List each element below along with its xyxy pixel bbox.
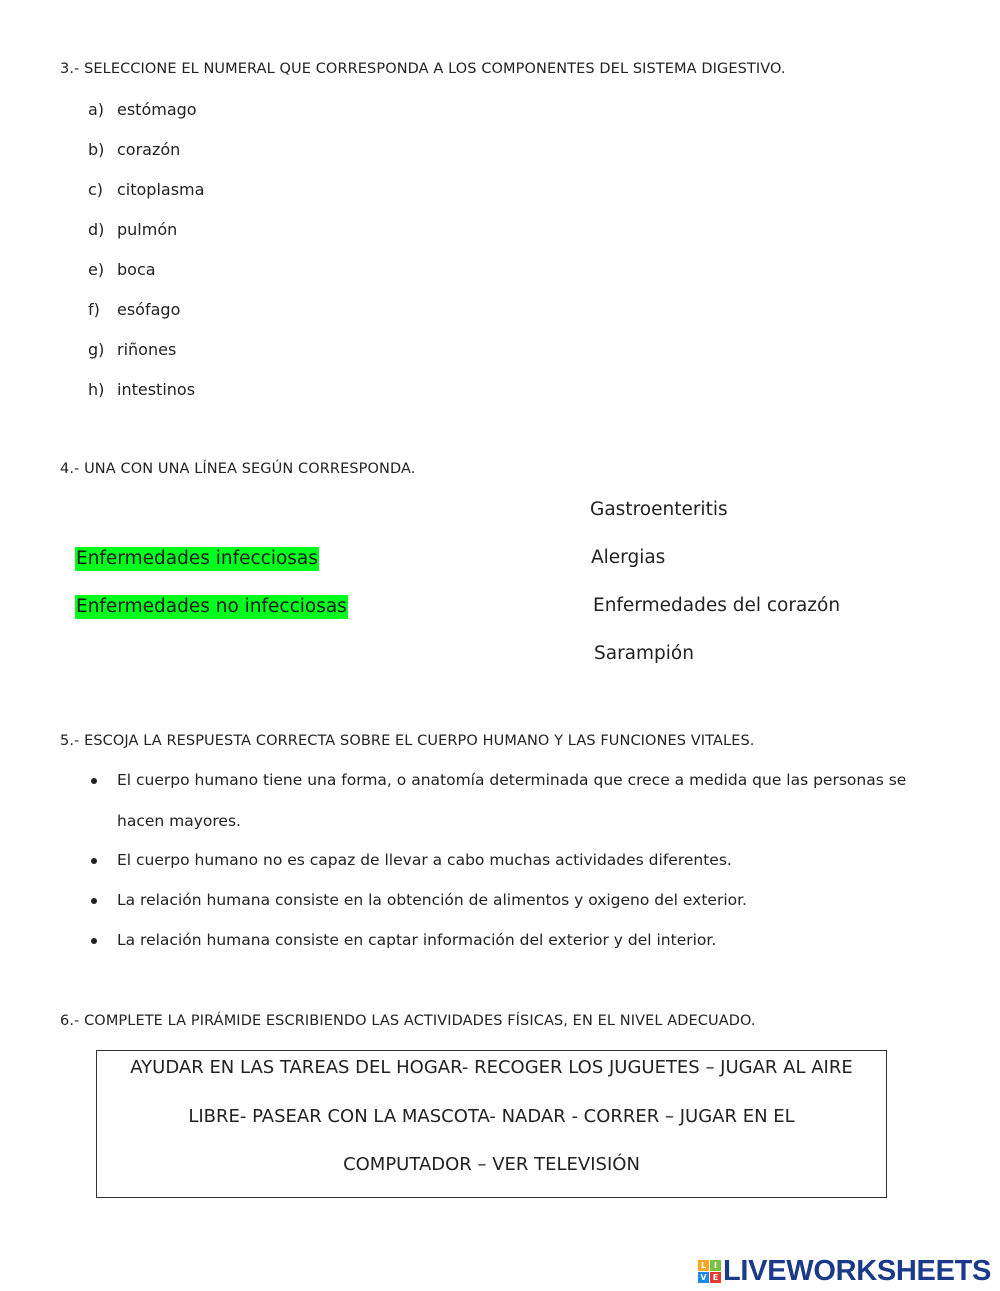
- option-text: citoplasma: [117, 180, 205, 199]
- option-text: estómago: [117, 100, 197, 119]
- q3-option-b[interactable]: [88, 140, 180, 159]
- q3-option-h[interactable]: [88, 380, 195, 399]
- option-text: La relación humana consiste en la obtención de alimentos y oxigeno del exterior.: [117, 891, 747, 909]
- q5-option-3[interactable]: [117, 891, 747, 909]
- option-label: b): [88, 140, 105, 159]
- option-text: riñones: [117, 340, 177, 359]
- activities-line-2: LIBRE- PASEAR CON LA MASCOTA- NADAR - CORRER – JUGAR EN EL: [188, 1106, 795, 1127]
- q3-option-g[interactable]: [88, 340, 176, 359]
- activities-line-1: AYUDAR EN LAS TAREAS DEL HOGAR- RECOGER LOS JUGUETES – JUGAR AL AIRE: [130, 1057, 853, 1078]
- option-label: c): [88, 180, 104, 199]
- logo-icon-tile: L: [698, 1260, 709, 1271]
- option-label: e): [88, 260, 105, 279]
- q3-option-d[interactable]: [88, 220, 177, 239]
- option-text: intestinos: [117, 380, 196, 399]
- bullet-dot: [91, 898, 97, 904]
- option-label: f): [88, 300, 100, 319]
- logo-text: LIVEWORKSHEETS: [723, 1254, 992, 1287]
- q3-option-e[interactable]: [88, 260, 156, 279]
- option-label: a): [88, 100, 105, 119]
- q3-option-c[interactable]: [88, 180, 204, 199]
- q5-option-1-continued: [117, 812, 241, 830]
- match-left-infecciosas[interactable]: Enfermedades infecciosas: [76, 548, 318, 569]
- liveworksheets-logo-icon: [698, 1260, 721, 1283]
- q3-option-a[interactable]: [88, 100, 197, 119]
- match-right-sarampion[interactable]: Sarampión: [594, 643, 694, 664]
- option-text: corazón: [117, 140, 181, 159]
- match-right-alergias[interactable]: Alergias: [591, 547, 666, 568]
- q6-heading: 6.- COMPLETE LA PIRÁMIDE ESCRIBIENDO LAS ACTIVIDADES FÍSICAS, EN EL NIVEL ADECUADO.: [60, 1013, 756, 1029]
- q3-option-f[interactable]: [88, 300, 180, 319]
- logo-icon-tile: E: [710, 1272, 721, 1283]
- q5-option-1[interactable]: [117, 771, 906, 789]
- option-text-line1: El cuerpo humano tiene una forma, o anatomía determinada que crece a medida que las personas se: [117, 771, 907, 789]
- q4-heading: 4.- UNA CON UNA LÍNEA SEGÚN CORRESPONDA.: [60, 461, 416, 477]
- match-left-no-infecciosas[interactable]: Enfermedades no infecciosas: [76, 596, 347, 617]
- option-text: La relación humana consiste en captar información del exterior y del interior.: [117, 931, 717, 949]
- activities-line-3: COMPUTADOR – VER TELEVISIÓN: [343, 1154, 640, 1175]
- option-label: g): [88, 340, 105, 359]
- bullet-dot: [91, 778, 97, 784]
- match-right-gastroenteritis[interactable]: Gastroenteritis: [590, 499, 728, 520]
- q3-heading: 3.- SELECCIONE EL NUMERAL QUE CORRESPONDA A LOS COMPONENTES DEL SISTEMA DIGESTIVO.: [60, 61, 786, 77]
- option-text: esófago: [117, 300, 181, 319]
- option-label: h): [88, 380, 105, 399]
- bullet-dot: [91, 938, 97, 944]
- bullet-dot: [91, 858, 97, 864]
- option-text-line2: hacen mayores.: [117, 812, 241, 830]
- match-right-corazon[interactable]: Enfermedades del corazón: [593, 595, 841, 616]
- liveworksheets-logo[interactable]: [698, 1255, 991, 1287]
- q5-heading: 5.- ESCOJA LA RESPUESTA CORRECTA SOBRE EL CUERPO HUMANO Y LAS FUNCIONES VITALES.: [60, 733, 755, 749]
- q5-option-2[interactable]: [117, 851, 732, 869]
- option-text: boca: [117, 260, 156, 279]
- option-label: d): [88, 220, 105, 239]
- activities-box: [96, 1050, 887, 1198]
- option-text: pulmón: [117, 220, 178, 239]
- q5-option-4[interactable]: [117, 931, 716, 949]
- logo-icon-tile: I: [710, 1260, 721, 1271]
- logo-icon-tile: V: [698, 1272, 709, 1283]
- option-text: El cuerpo humano no es capaz de llevar a cabo muchas actividades diferentes.: [117, 851, 732, 869]
